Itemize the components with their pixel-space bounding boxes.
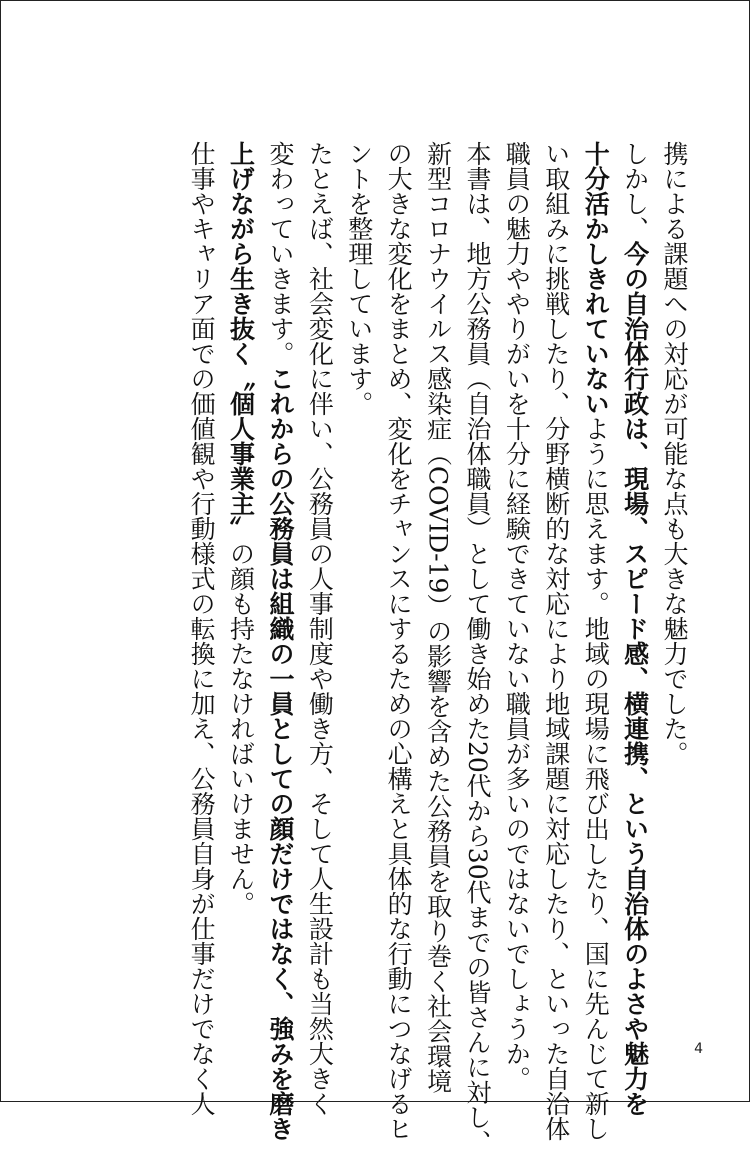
- text-run: 変わっていきます。: [265, 141, 295, 366]
- page-number: 4: [694, 1041, 703, 1057]
- text-line: [655, 141, 694, 981]
- bold-text-run: 十分活かしきれていない: [581, 141, 611, 416]
- text-run: 仕事やキャリア面での価値観や行動様式の転換に加え、公務員自身が仕事だけでなく人: [187, 141, 217, 1116]
- text-run: い取組みに挑戦したり、分野横断的な対応により地域課題に対応したり、といった自治体: [541, 141, 571, 1141]
- text-line: [261, 141, 300, 1141]
- vertical-text-body: [182, 141, 694, 1155]
- bold-text-run: 上げながら生き抜く〝個人事業主〟: [226, 141, 256, 541]
- text-line: [300, 141, 339, 1116]
- text-line: [458, 141, 497, 1155]
- text-run: の大きな変化をまとめ、変化をチャンスにするための心構えと具体的な行動につなげるヒ: [384, 141, 414, 1141]
- text-run: しかし、: [620, 141, 650, 241]
- text-run: 職員の魅力ややりがいを十分に経験できていない職員が多いのではないでしょうか。: [502, 141, 532, 1091]
- text-run: たとえば、社会変化に伴い、公務員の人事制度や働き方、そして人生設計も当然大きく: [305, 141, 335, 1116]
- bold-text-run: これからの公務員は組織の一員としての顔だけではなく、強みを磨き: [265, 366, 295, 1141]
- text-line: [379, 141, 418, 1141]
- text-line: [536, 141, 575, 1141]
- text-run: の顔も持たなければいけません。: [226, 541, 256, 916]
- text-line: [339, 141, 378, 981]
- text-line: [615, 141, 654, 1116]
- text-line: [576, 141, 615, 1141]
- text-run: 携による課題への対応が可能な点も大きな魅力でした。: [660, 141, 689, 766]
- text-line: [418, 141, 457, 1094]
- text-line: [497, 141, 536, 1091]
- text-run: ントを整理しています。: [344, 141, 374, 416]
- text-line: [182, 141, 221, 1116]
- text-run: ように思えます。地域の現場に飛び出したり、国に先んじて新し: [581, 416, 611, 1141]
- text-run: 新型コロナウイルス感染症（COVID‑19）の影響を含めた公務員を取り巻く社会環境: [423, 141, 453, 1094]
- bold-text-run: 今の自治体行政は、現場、スピード感、横連携、という自治体のよさや魅力を: [620, 241, 650, 1116]
- text-run: 本書は、地方公務員（自治体職員）として働き始めた20代から30代までの皆さんに対し、: [462, 141, 492, 1155]
- text-line: [221, 141, 260, 981]
